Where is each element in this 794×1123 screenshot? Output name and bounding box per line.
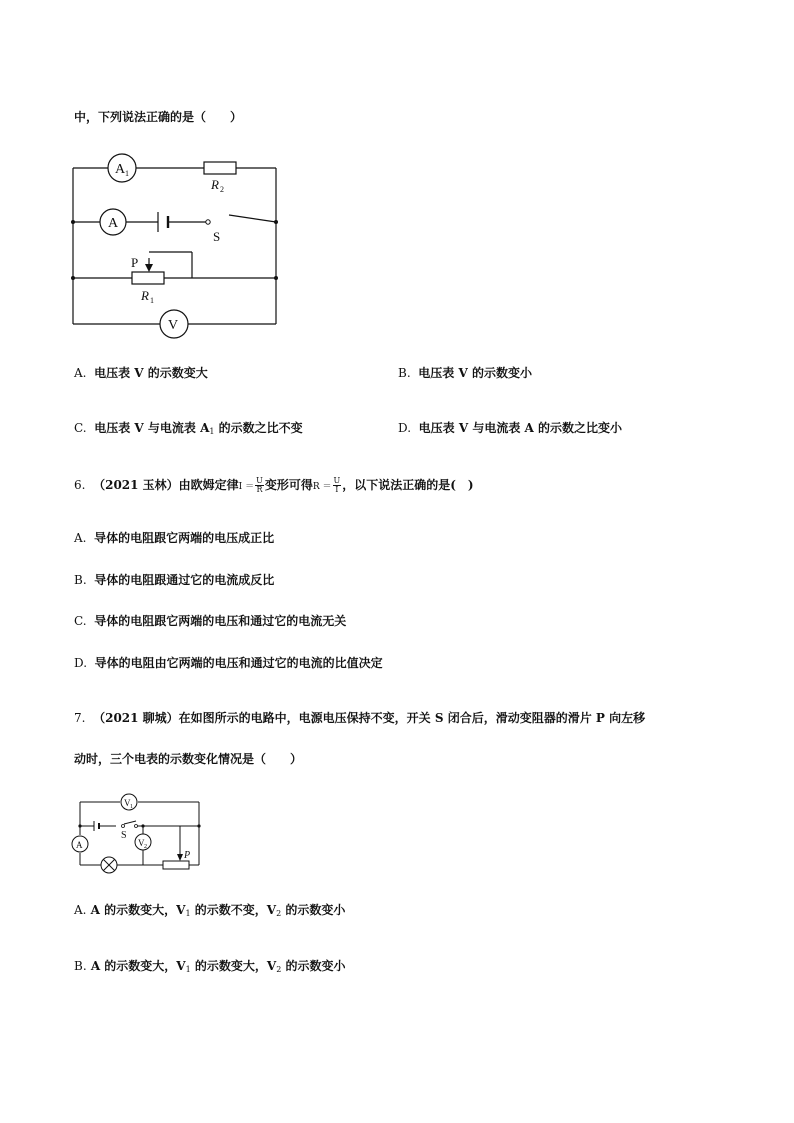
ammeter-a1-sub: 1 [125, 169, 129, 178]
switch-pivot [206, 220, 210, 224]
q7-option-a[interactable]: A. A 的示数变大，$V_1$ 的示数不变，$V_2$ 的示数变小 [74, 903, 346, 918]
q7-circuit-diagram [68, 792, 208, 872]
ammeter-a-label: A [108, 216, 119, 231]
switch-label: S [213, 229, 221, 244]
ammeter-a1-label: A [115, 162, 126, 177]
q7-slider-label: P [184, 850, 191, 861]
voltmeter-v2-label: V [138, 838, 145, 848]
q7-stem-line2: 动时，三个电表的示数变化情况是（ ） [74, 752, 303, 766]
resistor-r2-symbol [204, 162, 236, 174]
slider-label: P [131, 255, 139, 270]
q7-option-b[interactable]: B. A 的示数变大，$V_1$ 的示数变大，$V_2$ 的示数变小 [74, 959, 346, 974]
resistor-r2-sub: 2 [220, 185, 224, 194]
formula-u-over-i: $\frac{U}{I}$ [333, 476, 341, 494]
rheostat-r1-sub: 1 [150, 296, 154, 305]
voltmeter-v1-sub: 1 [130, 804, 133, 810]
voltmeter-v2-sub: 2 [144, 844, 147, 850]
q7-ammeter-label: A [76, 840, 83, 850]
rheostat-r1-label: R [141, 288, 149, 303]
voltmeter-v1-label: V [124, 798, 131, 808]
q6-option-d[interactable]: D. 导体的电阻由它两端的电压和通过它的电流的比值决定 [74, 656, 383, 670]
q5-circuit-diagram [64, 150, 294, 335]
q6-stem: 6. （2021 玉林）由欧姆定律I ＝ $\frac{U}{R}$ 变形可得R ＝ $\frac{U}{I}$ ，以下说法正确的是( ) [74, 476, 474, 494]
q6-option-b[interactable]: B. 导体的电阻跟通过它的电流成反比 [74, 573, 275, 587]
slider-arrow [145, 264, 153, 272]
q5-stem: 中，下列说法正确的是（ ） [74, 110, 243, 124]
formula-u-over-r: $\frac{U}{R}$ [256, 476, 263, 494]
q7-rheostat-symbol [163, 861, 189, 869]
q5-option-c[interactable]: C. 电压表 V 与电流表 $A_1$ 的示数之比不变 [74, 421, 303, 436]
q7-switch-label: S [121, 830, 127, 841]
q5-option-a[interactable]: A. 电压表 V 的示数变大 [74, 366, 208, 380]
resistor-r2-label: R [211, 177, 219, 192]
q6-option-c[interactable]: C. 导体的电阻跟它两端的电压和通过它的电流无关 [74, 614, 347, 628]
q6-option-a[interactable]: A. 导体的电阻跟它两端的电压成正比 [74, 531, 275, 545]
rheostat-r1-symbol [132, 272, 164, 284]
q5-option-b[interactable]: B. 电压表 V 的示数变小 [398, 366, 532, 380]
q5-option-d[interactable]: D. 电压表 V 与电流表 A 的示数之比变小 [398, 421, 622, 435]
q7-stem-line1: 7. （2021 聊城）在如图所示的电路中，电源电压保持不变，开关 S 闭合后，滑动变阻器的滑片 P 向左移 [74, 711, 646, 725]
voltmeter-label: V [168, 318, 179, 333]
